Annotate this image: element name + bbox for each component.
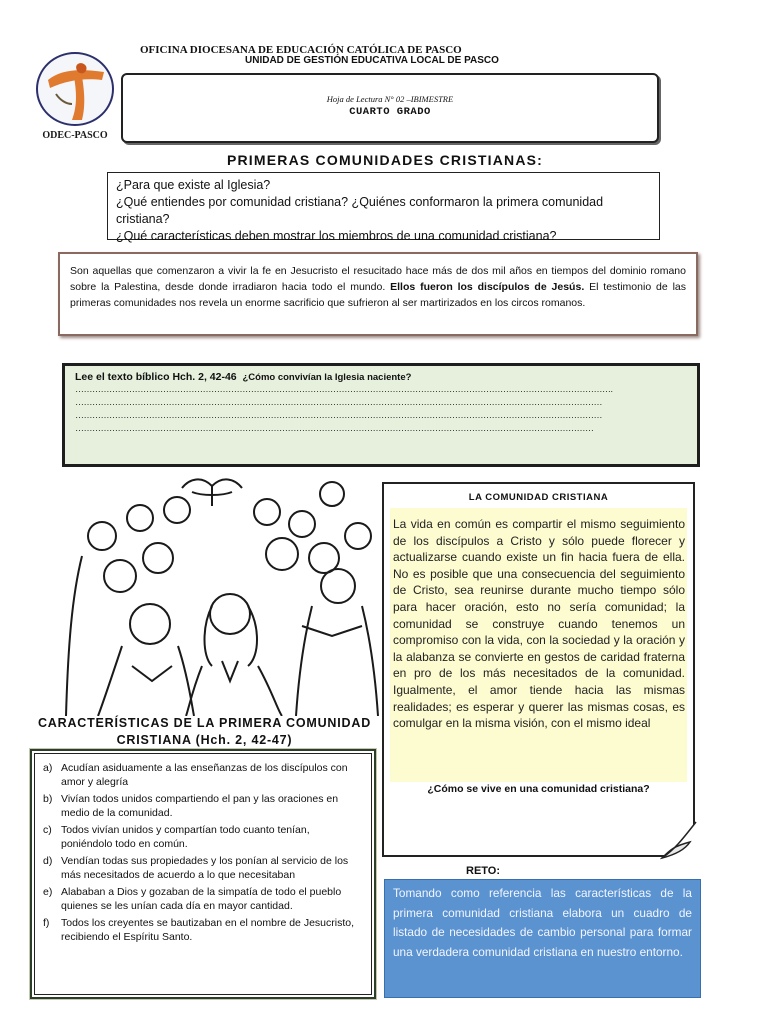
definition-text-start: Son aquellas que comenzaron a vivir la fe en Jesucristo el resucitado hace más de dos mil años en tiempos del dominio romano sobre la Palestina, desde donde irradiaron hacia todo el mundo. xyxy=(70,265,686,293)
item-text: Alababan a Dios y gozaban de la simpatía de todo el pueblo quienes se les unían cada día en mayor cantidad. xyxy=(61,886,342,912)
reading-task-question: ¿Cómo convivían la Iglesia naciente? xyxy=(242,372,412,383)
logo-caption: ODEC-PASCO xyxy=(42,130,108,141)
answer-line[interactable]: ………………………………………………………………………………………………………………………………………………………………………. xyxy=(75,384,613,394)
item-letter: a) xyxy=(43,762,53,774)
answer-line[interactable]: …………………………………………………………………………………………………………………………………………………………………… xyxy=(75,410,602,420)
cross-dove-icon xyxy=(38,54,114,126)
definition-highlight: Ellos fueron los discípulos de Jesús. xyxy=(390,281,585,293)
characteristics-title: CARACTERÍSTICAS DE LA PRIMERA COMUNIDAD CRISTIANA (Hch. 2, 42-47) xyxy=(37,716,372,747)
challenge-label: RETO: xyxy=(466,865,501,877)
page-curl-icon xyxy=(660,820,698,860)
item-text: Vendían todas sus propiedades y los ponían al servicio de los más necesitados de acuerdo a lo que necesitaban xyxy=(61,855,349,881)
logo-emblem xyxy=(36,52,114,126)
item-letter: e) xyxy=(43,886,53,898)
list-item xyxy=(43,792,361,820)
apostles-illustration xyxy=(62,466,380,716)
characteristics-list xyxy=(31,750,375,998)
list-item xyxy=(43,916,361,944)
list-item xyxy=(43,885,361,913)
reading-task-box xyxy=(62,363,700,467)
item-letter: d) xyxy=(43,855,53,867)
item-text: Vivían todos unidos compartiendo el pan y las oraciones en medio de la comunidad. xyxy=(61,793,339,819)
office-name: OFICINA DIOCESANA DE EDUCACIÓN CATÓLICA DE PASCO xyxy=(140,44,462,56)
answer-line[interactable]: ………………………………………………………………………………………………………………………………………………………………… xyxy=(75,423,594,433)
list-item xyxy=(43,823,361,851)
community-text-panel xyxy=(390,508,687,782)
definition-text xyxy=(70,263,686,311)
list-item xyxy=(43,854,361,882)
grade-label: CUARTO GRADO xyxy=(349,106,431,118)
answer-line[interactable]: …………………………………………………………………………………………………………………………………………………………………… xyxy=(75,397,602,407)
community-question: ¿Cómo se vive en una comunidad cristiana? xyxy=(427,783,650,795)
reading-task-title xyxy=(75,371,687,383)
page-title: PRIMERAS COMUNIDADES CRISTIANAS: xyxy=(226,152,544,168)
ugel-name: UNIDAD DE GESTIÓN EDUCATIVA LOCAL DE PASCO xyxy=(245,55,499,66)
odec-logo xyxy=(30,48,120,148)
item-text: Todos los creyentes se bautizaban en el nombre de Jesucristo, recibiendo el Espíritu Santo. xyxy=(61,917,355,943)
item-letter: f) xyxy=(43,917,50,929)
item-text: Acudían asiduamente a las enseñanzas de los discípulos con amor y alegría xyxy=(61,762,348,788)
challenge-box xyxy=(384,879,701,998)
guiding-questions xyxy=(107,172,660,243)
item-text: Todos vivían unidos y compartían todo cuanto tenían, poniéndolo todo en común. xyxy=(61,824,310,850)
question-3: ¿Qué características deben mostrar los miembros de una comunidad cristiana? xyxy=(116,229,557,243)
community-title: LA COMUNIDAD CRISTIANA xyxy=(468,492,609,503)
reading-task-label: Lee el texto bíblico Hch. 2, 42-46 xyxy=(75,371,237,383)
question-1: ¿Para que existe al Iglesia? xyxy=(116,178,271,192)
definition-text-end: El testimonio de las primeras comunidades nos revela un enorme sacrificio que sufrieron al ser martirizados en los circos romanos. xyxy=(70,281,686,309)
sheet-number: Hoja de Lectura N° 02 –IBIMESTRE xyxy=(326,94,454,104)
item-letter: b) xyxy=(43,793,53,805)
challenge-text: Tomando como referencia las características de la primera comunidad cristiana elabora un cuadro de listado de necesidades de cambio personal para formar una verdadera comunidad cristiana en nuestro entorno. xyxy=(393,886,692,959)
item-letter: c) xyxy=(43,824,52,836)
definition-box xyxy=(58,252,698,336)
list-item xyxy=(43,761,361,789)
question-2: ¿Qué entiendes por comunidad cristiana? ¿Quiénes conformaron la primera comunidad cristiana? xyxy=(116,195,604,226)
community-text: La vida en común es compartir el mismo seguimiento de los discípulos a Cristo y sólo puede florecer y actualizarse cuando existe un fin hacia fuera de ella. No es posible que una consecuencia del seguimiento de Cristo, sea reunirse durante mucho tiempo sólo para hacer oración, esto no sería comunidad; la comunidad se construye cuando tenemos un compromiso con la vida, con la sociedad y la oración y la alabanza se convierte en gestos de caridad fraterna en pro de los más necesitados de la comunidad. Igualmente, el amor tiende hacia las mismas realidades; es esperar y querer las mismas cosas, es comulgar en la misma visión, con el mismo ideal xyxy=(393,517,685,731)
